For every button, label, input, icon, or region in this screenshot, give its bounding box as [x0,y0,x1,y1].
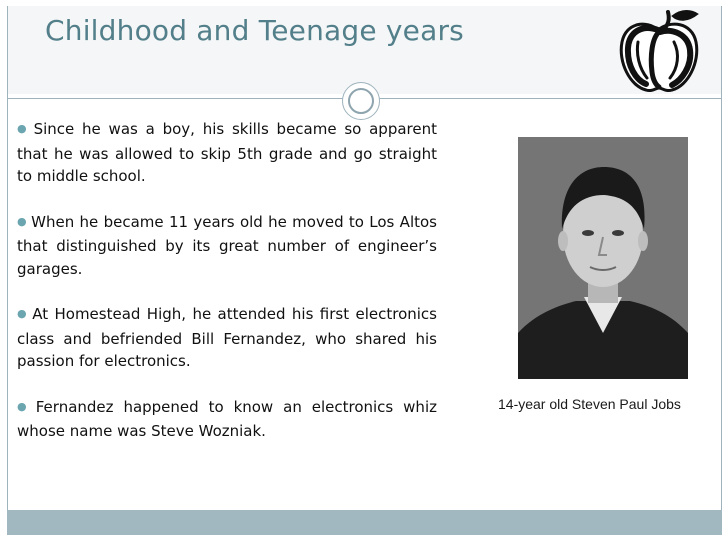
bullet-icon: ● [17,214,28,228]
frame-left-border [7,6,8,535]
bullet-item [17,396,437,443]
bullet-text: At Homestead High, he attended his first electronics class and befriended Bill Fernandez, who shared his passion for electronics. [17,305,437,370]
bullet-icon: ● [17,399,32,413]
bullet-item [17,211,437,281]
apple-icon [612,8,706,96]
ring-ornament-icon [342,82,380,120]
frame-right-border [721,6,722,535]
portrait-photo [518,137,688,379]
bullet-text: Since he was a boy, his skills became so apparent that he was allowed to skip 5th grade and go straight to middle school. [17,120,437,185]
bullet-item [17,303,437,373]
bullet-icon: ● [17,122,30,135]
bullet-icon: ● [17,307,29,320]
photo-caption: 14-year old Steven Paul Jobs [498,396,681,412]
bullet-list [17,118,437,466]
bullet-text: Fernandez happened to know an electronics whiz whose name was Steve Wozniak. [17,397,437,440]
bullet-item [17,118,437,188]
footer-bar [7,510,722,535]
bullet-text: When he became 11 years old he moved to Los Altos that distinguished by its great number of engineer’s garages. [17,212,437,278]
slide-title: Childhood and Teenage years [45,14,464,47]
